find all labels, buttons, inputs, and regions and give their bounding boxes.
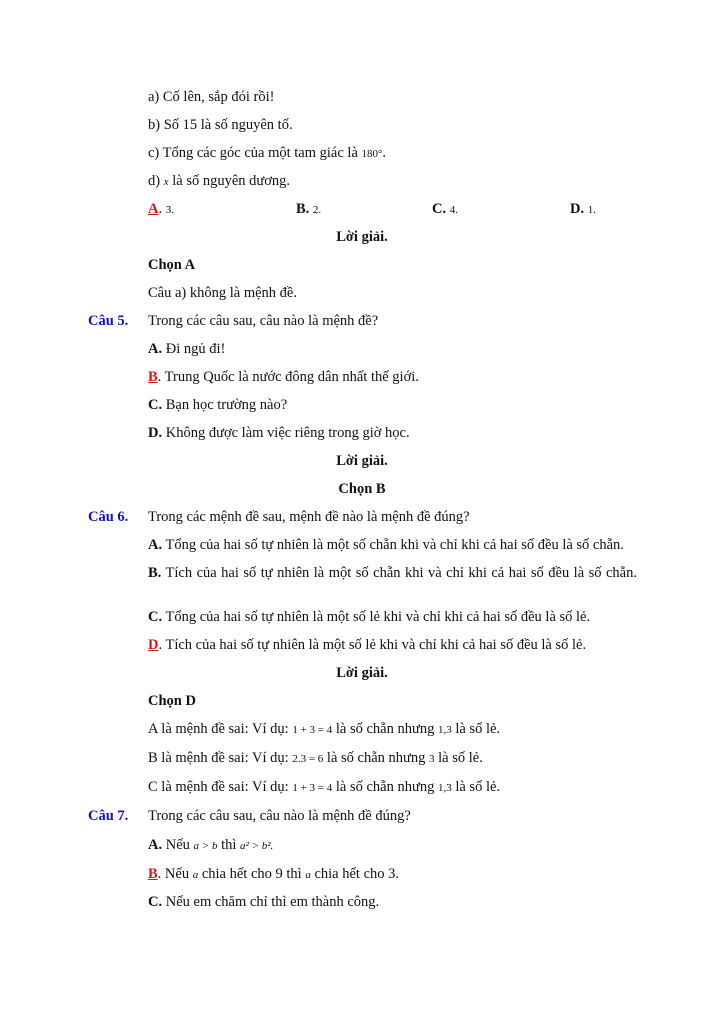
- q6-chosen-answer: Chọn D: [148, 693, 196, 709]
- q5-chosen-answer: Chọn B: [338, 481, 386, 497]
- chosen-answer: Chọn A: [148, 257, 196, 273]
- answer-options-row: [148, 200, 668, 218]
- solution-heading: Lời giải.: [336, 229, 388, 245]
- statement-d-var: x: [163, 176, 169, 188]
- q6-explanation-b: B là mệnh đề sai: Ví dụ: 2.3 = 6 là số chẵn nhưng 3 là số lẻ.: [148, 750, 483, 766]
- q5-option-b: B. Trung Quốc là nước đông dân nhất thế giới.: [148, 369, 419, 385]
- option-a: A. 3.: [148, 201, 174, 217]
- q5-option-a: A. Đi ngủ đi!: [148, 341, 226, 357]
- q6-explanation-c: C là mệnh đề sai: Ví dụ: 1 + 3 = 4 là số chẵn nhưng 1,3 là số lẻ.: [148, 779, 501, 795]
- question-5-stem: Trong các câu sau, câu nào là mệnh đề?: [148, 313, 379, 329]
- solution-explanation: Câu a) không là mệnh đề.: [148, 285, 297, 301]
- question-7-number: Câu 7.: [88, 808, 129, 824]
- question-7-stem: Trong các câu sau, câu nào là mệnh đề đúng?: [148, 808, 411, 824]
- option-d: D. 1.: [570, 201, 596, 217]
- statement-d-label: d): [148, 173, 161, 189]
- statement-c-text: c) Tổng các góc của một tam giác là: [148, 145, 358, 161]
- option-b: B. 2.: [296, 201, 322, 217]
- q6-option-c: C. Tổng của hai số tự nhiên là một số lẻ khi và chỉ khi cả hai số đều là số lẻ.: [148, 609, 591, 625]
- q6-option-b: B. Tích của hai số tự nhiên là một số chẵn khi và chỉ khi cả hai số đều là số chẵn.: [148, 565, 637, 581]
- question-6-stem: Trong các mệnh đề sau, mệnh đề nào là mệnh đề đúng?: [148, 509, 470, 525]
- question-6-number: Câu 6.: [88, 509, 129, 525]
- q6-explanation-a: A là mệnh đề sai: Ví dụ: 1 + 3 = 4 là số chẵn nhưng 1,3 là số lẻ.: [148, 721, 501, 737]
- statement-c: c) Tổng các góc của một tam giác là 180°.: [148, 145, 387, 161]
- question-5-number: Câu 5.: [88, 313, 129, 329]
- q5-option-d: D. Không được làm việc riêng trong giờ học.: [148, 425, 410, 441]
- q6-solution-heading: Lời giải.: [336, 665, 388, 681]
- statement-b: b) Số 15 là số nguyên tố.: [148, 117, 293, 133]
- statement-c-math: 180°: [361, 148, 383, 160]
- q7-option-c: C. Nếu em chăm chỉ thì em thành công.: [148, 894, 380, 910]
- q7-option-b: B. Nếu a chia hết cho 9 thì a chia hết cho 3.: [148, 866, 400, 882]
- q7-option-a: A. Nếu a > b thì a² > b².: [148, 837, 274, 853]
- statement-d-text: là số nguyên dương.: [172, 173, 291, 189]
- statement-d: [148, 172, 290, 191]
- q5-solution-heading: Lời giải.: [336, 453, 388, 469]
- q5-option-c: C. Bạn học trường nào?: [148, 397, 288, 413]
- q6-option-d: D. Tích của hai số tự nhiên là một số lẻ khi và chỉ khi cả hai số đều là số lẻ.: [148, 637, 587, 653]
- option-c: C. 4.: [432, 201, 458, 217]
- q6-option-a: A. Tổng của hai số tự nhiên là một số chẵn khi và chỉ khi cả hai số đều là số chẵn.: [148, 537, 624, 553]
- statement-a: a) Cố lên, sắp đói rồi!: [148, 89, 275, 105]
